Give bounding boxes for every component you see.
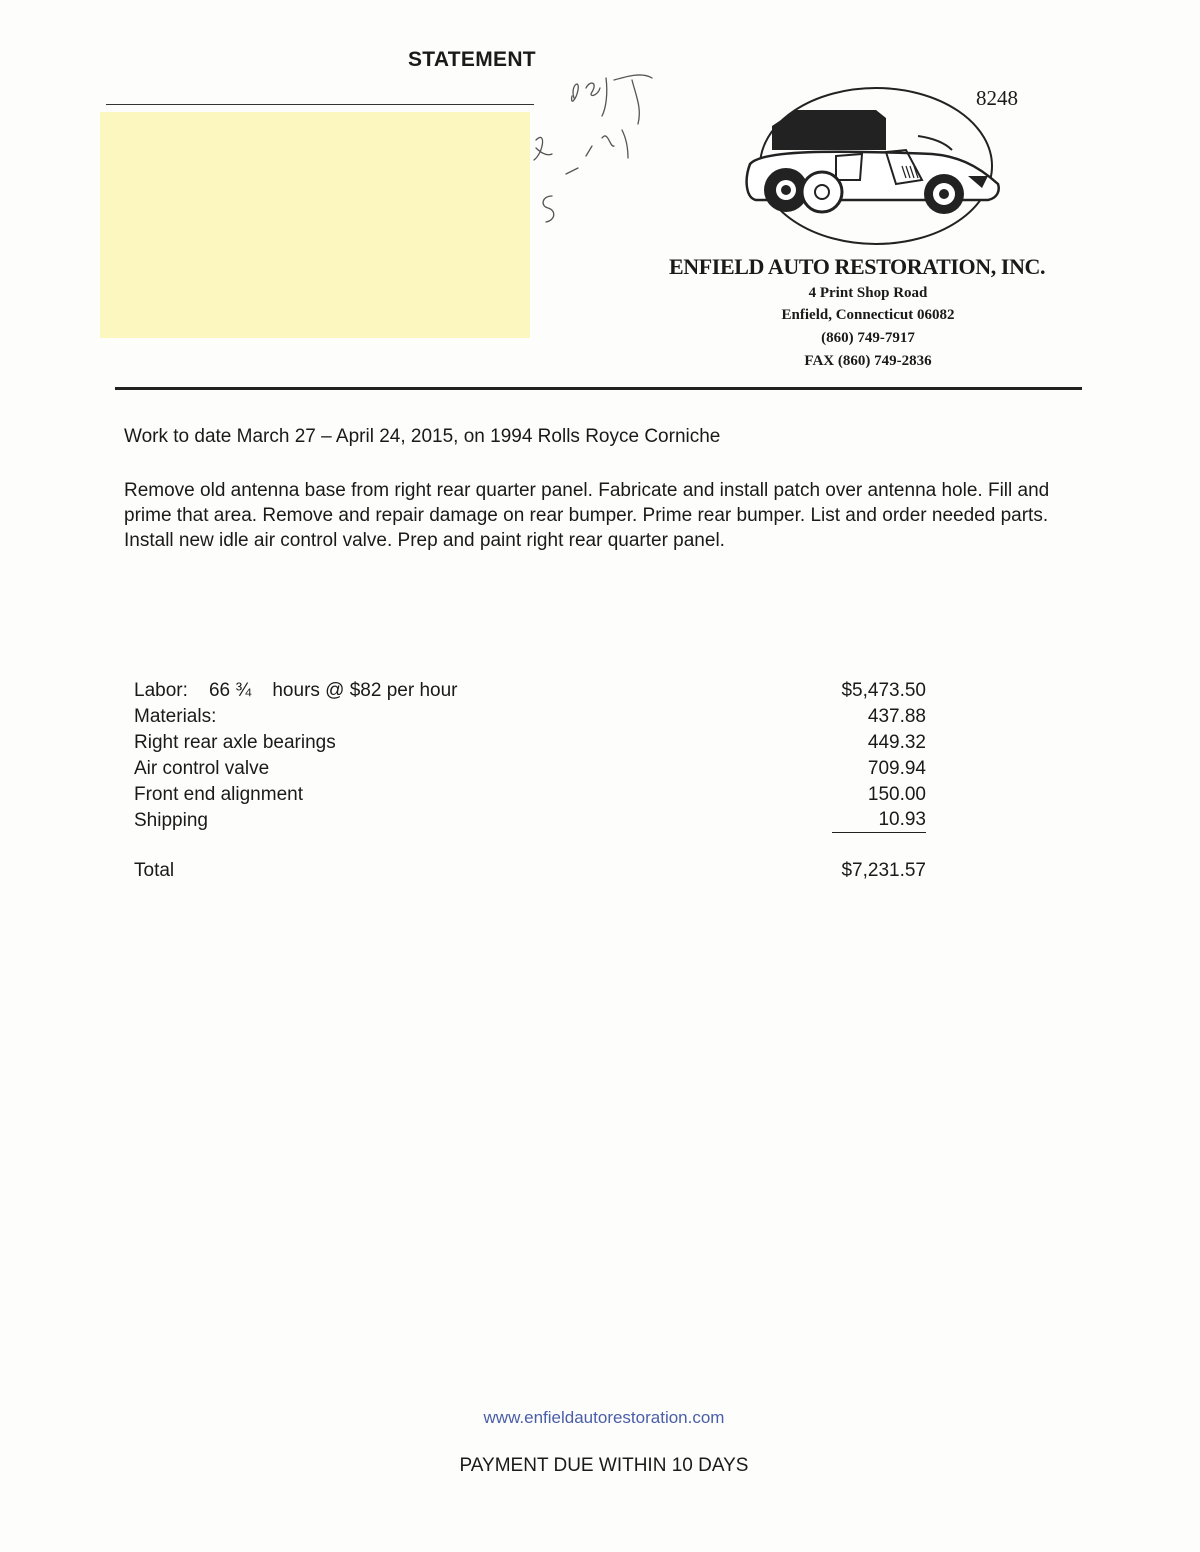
sticky-note-redaction [100, 112, 530, 338]
company-address-line1: 4 Print Shop Road [808, 285, 928, 301]
charge-amount: 449.32 [867, 732, 926, 753]
total-amount: $7,231.57 [841, 860, 926, 881]
invoice-number: 8248 [976, 86, 1018, 110]
charge-row [134, 782, 928, 808]
charge-row [134, 704, 928, 730]
charge-amount: 10.93 [832, 808, 926, 833]
charge-label: Air control valve [134, 758, 270, 779]
company-address-line2: Enfield, Connecticut 06082 [781, 307, 955, 323]
work-description: Remove old antenna base from right rear quarter panel. Fabricate and install patch over antenna hole. Fill and prime that area. Remove and repair damage on rear bumper. Prime rear bumper. List and order needed parts. Install new idle air control valve. Prep and paint right rear quarter panel. [124, 480, 1050, 551]
total-row [134, 858, 928, 884]
company-phone: (860) 749-7917 [821, 330, 915, 346]
payment-terms: PAYMENT DUE WITHIN 10 DAYS [459, 1455, 749, 1476]
handwritten-annotation [532, 68, 662, 238]
charge-amount: 437.88 [867, 706, 926, 727]
total-label: Total [134, 860, 175, 881]
header-rule [106, 104, 534, 105]
work-summary: Work to date March 27 – April 24, 2015, on 1994 Rolls Royce Corniche [124, 426, 721, 447]
charge-row [134, 678, 928, 704]
charge-amount: 150.00 [867, 784, 926, 805]
charge-row [134, 756, 928, 782]
charge-amount: 709.94 [867, 758, 926, 779]
section-divider [115, 387, 1082, 390]
charge-label: Materials: [134, 706, 217, 727]
charge-row [134, 808, 928, 834]
company-name: ENFIELD AUTO RESTORATION, INC. [669, 254, 1046, 279]
charges-table [134, 678, 928, 884]
charge-label: Shipping [134, 810, 208, 831]
charge-amount: $5,473.50 [841, 680, 926, 701]
charge-row [134, 730, 928, 756]
statement-title: STATEMENT [408, 48, 536, 71]
charge-label: Labor: 66 ¾ hours @ $82 per hour [134, 680, 458, 701]
charge-label: Front end alignment [134, 784, 303, 805]
company-fax: FAX (860) 749-2836 [804, 353, 932, 369]
car-logo [736, 80, 1006, 250]
website-link[interactable]: www.enfieldautorestoration.com [483, 1408, 725, 1427]
charge-label: Right rear axle bearings [134, 732, 336, 753]
